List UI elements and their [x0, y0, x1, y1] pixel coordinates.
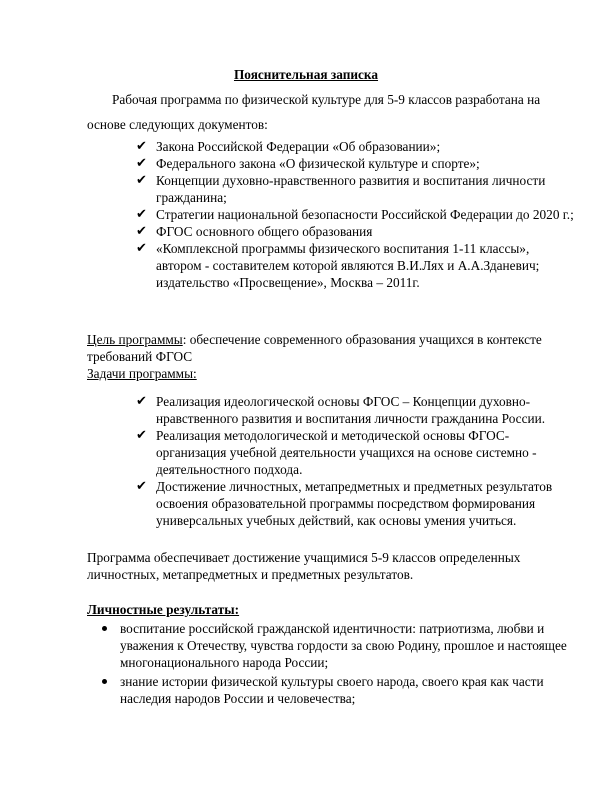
- goal-label: Цель программы: [87, 332, 183, 347]
- list-item: знание истории физической культуры своего народа, своего края как части наследия народов России и человечества;: [102, 673, 572, 707]
- list-item: ✔ «Комплексной программы физического воспитания 1-11 классы», автором - составителем которой являются В.И.Лях и А.А.Зданевич; издательство «Просвещение», Москва – 2011г.: [136, 241, 540, 290]
- personal-results-list: [102, 620, 572, 709]
- program-paragraph: Программа обеспечивает достижение учащимися 5-9 классов определенных личностных, метапредметных и предметных результатов.: [87, 550, 521, 582]
- list-item: ✔ Федерального закона «О физической культуре и спорте»;: [136, 156, 480, 171]
- list-item: воспитание российской гражданской идентичности: патриотизма, любви и уважения к Отечеству, чувства гордости за свою Родину, прошлое и настоящее многонационального народа России;: [102, 620, 572, 671]
- check-icon: ✔: [136, 224, 147, 239]
- list-item: ✔ Стратегии национальной безопасности Российской Федерации до 2020 г.;: [136, 207, 574, 222]
- list-item: ✔ ФГОС основного общего образования: [136, 224, 373, 239]
- check-icon: ✔: [136, 156, 147, 171]
- list-item: ✔ Достижение личностных, метапредметных и предметных результатов освоения образовательной программы посредством формирования универсальных учебных действий, как основы умения учиться.: [136, 479, 553, 528]
- documents-list: [136, 138, 576, 291]
- bullet-icon: [102, 679, 107, 684]
- check-icon: ✔: [136, 479, 147, 494]
- list-item: ✔ Закона Российской Федерации «Об образовании»;: [136, 139, 441, 154]
- intro-line-1: Рабочая программа по физической культуре для 5-9 классов разработана на: [112, 92, 541, 107]
- check-icon: ✔: [136, 139, 147, 154]
- tasks-list: [136, 393, 576, 529]
- intro-line-2: основе следующих документов:: [87, 117, 268, 132]
- bullet-icon: [102, 626, 107, 631]
- list-item: ✔ Реализация идеологической основы ФГОС – Концепции духовно-нравственного развития и воспитания личности гражданина России.: [136, 394, 546, 426]
- list-item: ✔ Реализация методологической и методической основы ФГОС- организация учебной деятельности учащихся на основе системно - деятельностного подхода.: [136, 428, 537, 477]
- goal-text: : обеспечение современного образования учащихся в контексте требований ФГОС: [87, 332, 542, 364]
- tasks-label: Задачи программы:: [87, 366, 197, 381]
- document-title: Пояснительная записка: [233, 67, 379, 82]
- check-icon: ✔: [136, 241, 147, 256]
- goal-paragraph: [87, 331, 577, 365]
- check-icon: ✔: [136, 394, 147, 409]
- check-icon: ✔: [136, 428, 147, 443]
- check-icon: ✔: [136, 207, 147, 222]
- check-icon: ✔: [136, 173, 147, 188]
- list-item: ✔ Концепции духовно-нравственного развития и воспитания личности гражданина;: [136, 173, 546, 205]
- personal-results-heading: Личностные результаты:: [87, 602, 240, 617]
